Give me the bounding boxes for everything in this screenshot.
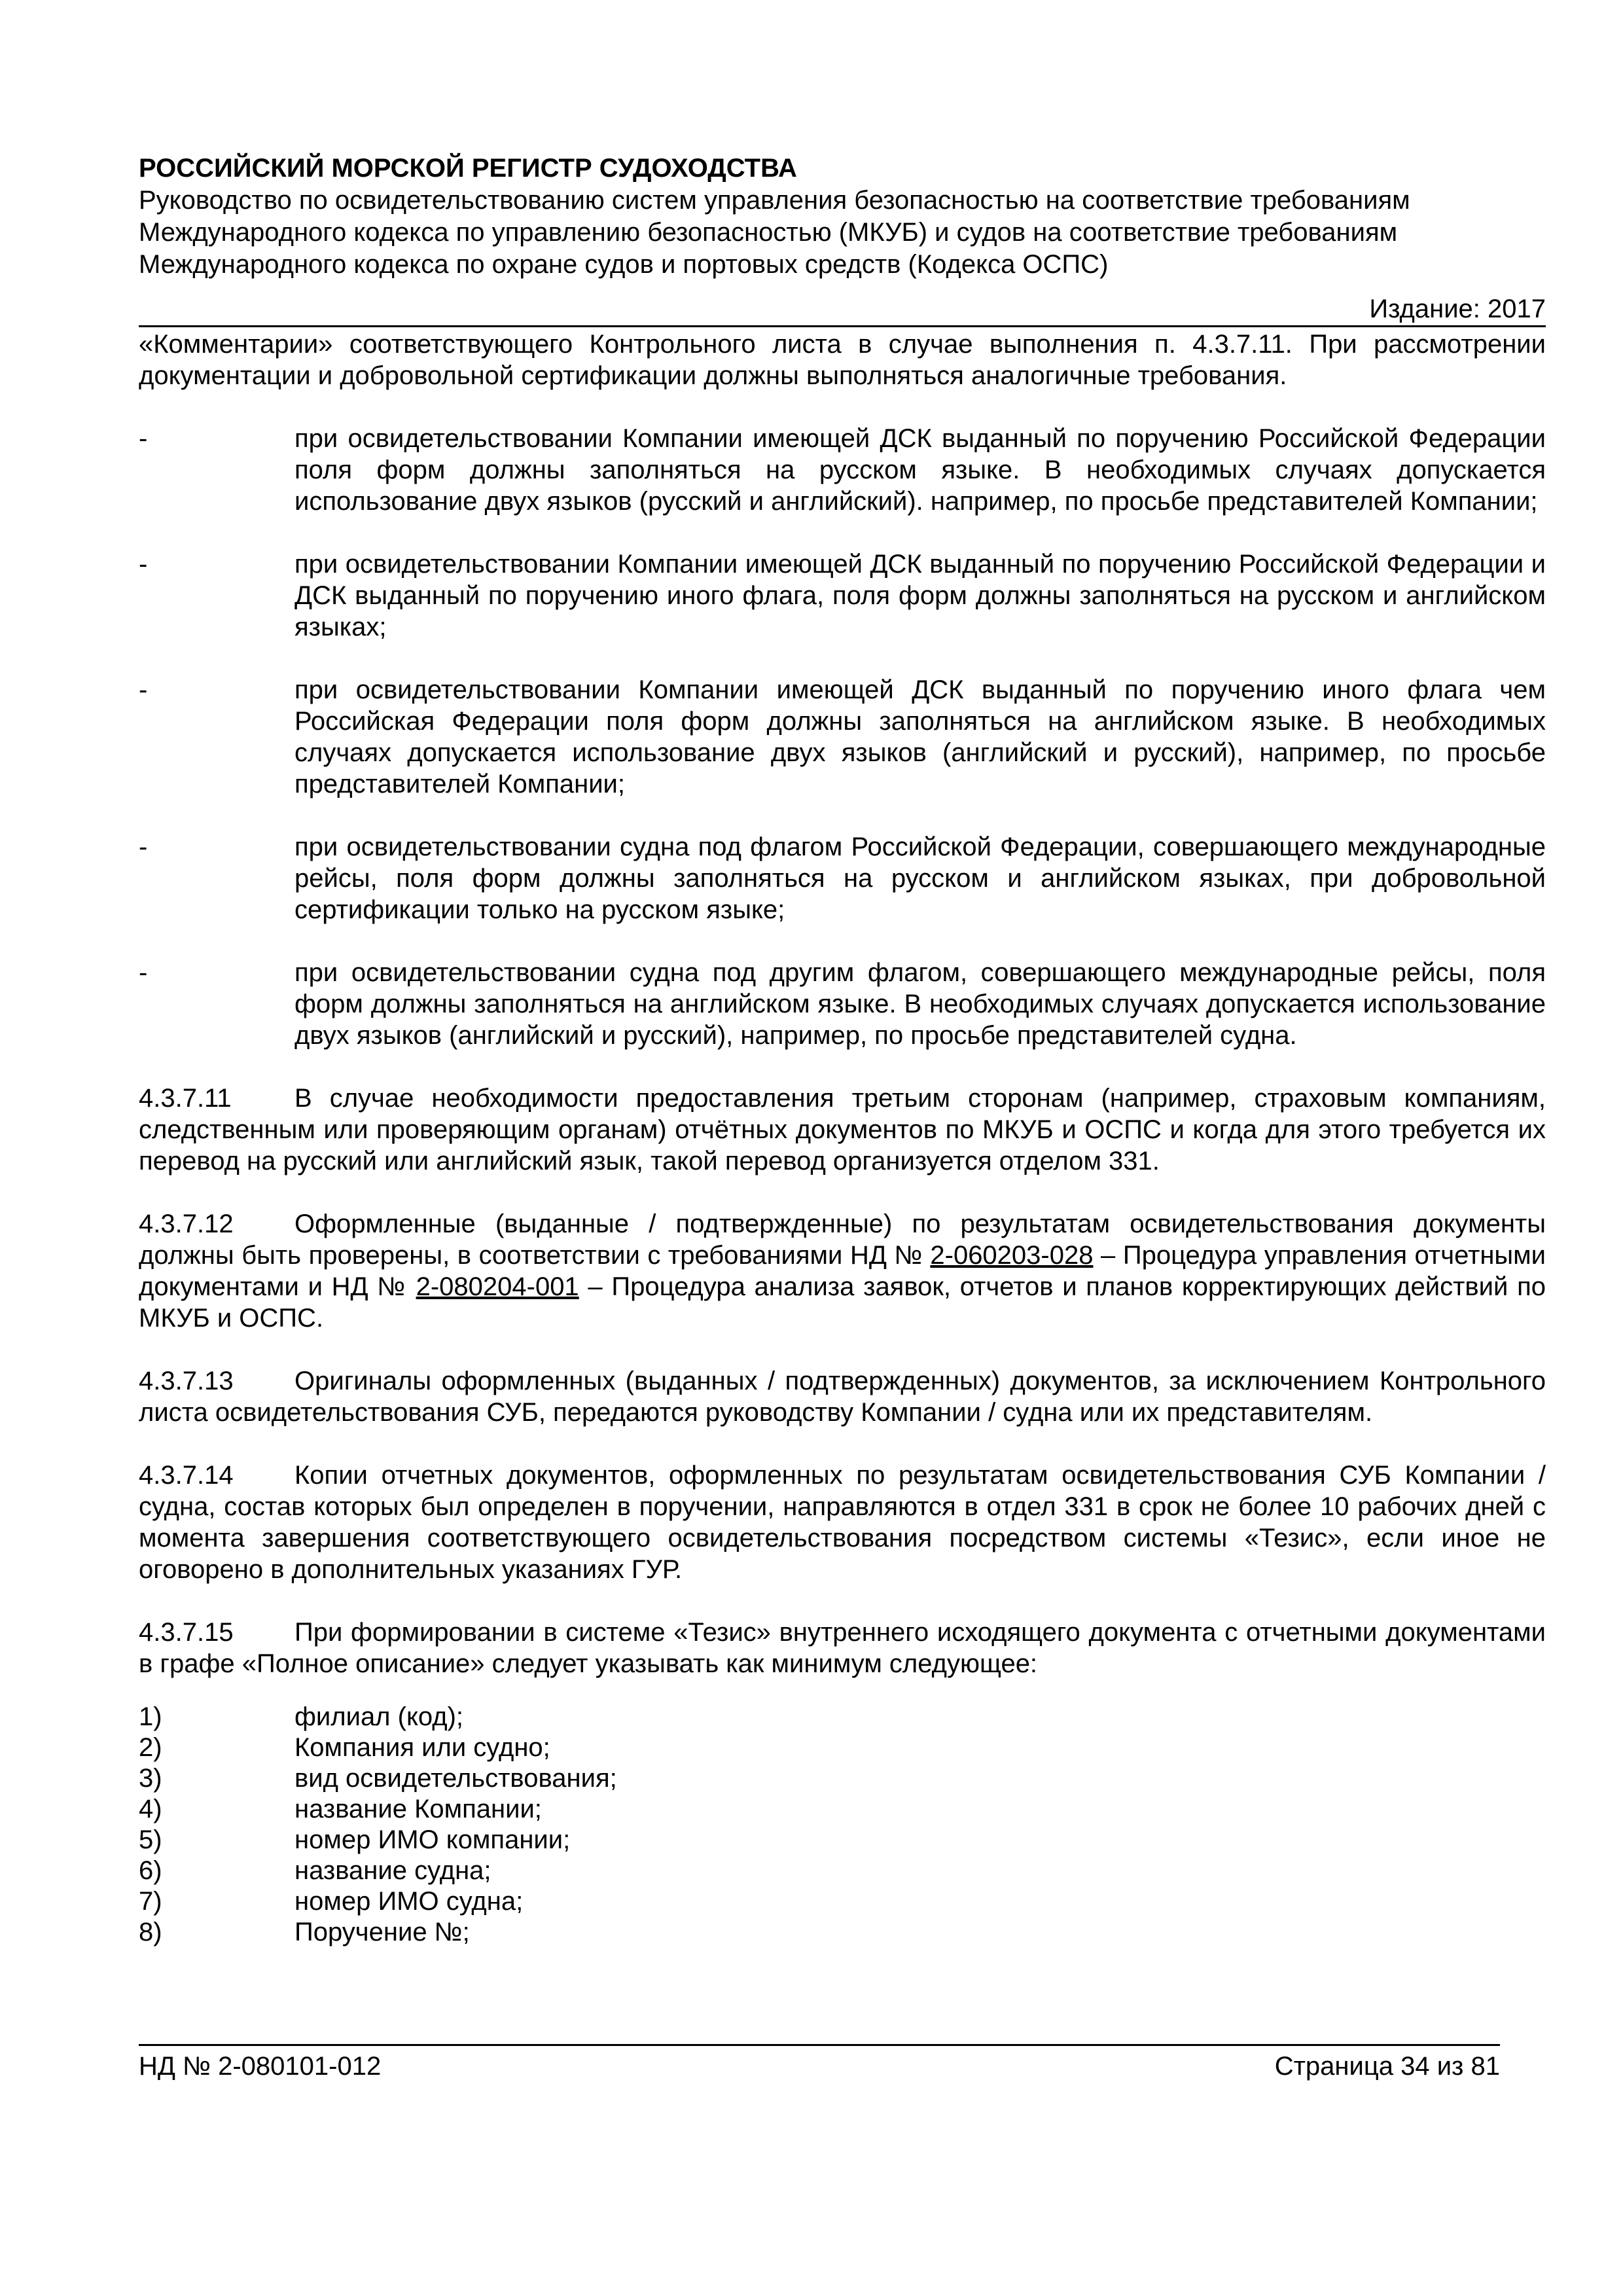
page-number: Страница 34 из 81 <box>1274 2052 1500 2081</box>
bullet-item <box>139 957 1546 1051</box>
intro-paragraph: «Комментарии» соответствующего Контрольного листа в случае выполнения п. 4.3.7.11. При рассмотрении документации и добровольной сертификации должны выполняться аналогичные требования. <box>139 330 1546 390</box>
list-item <box>139 1794 1546 1825</box>
bullet-mark: - <box>139 675 148 704</box>
bullet-item <box>139 423 1546 517</box>
document-title-line: Руководство по освидетельствованию систем управления безопасностью на соответствие требованиям <box>139 186 1410 215</box>
list-item <box>139 1825 1546 1856</box>
document-page <box>139 152 1546 1948</box>
list-item <box>139 1763 1546 1794</box>
list-number: 8) <box>139 1918 162 1946</box>
section-text: Копии отчетных документов, оформленных по результатам освидетельствования СУБ Компании / судна, состав которых был определен в поручении, направляются в отдел 331 в срок не более 10 рабочих дней с момента завершения соответствующего освидетельствования посредством системы «Тезис», если иное не оговорено в дополнительных указаниях ГУР. <box>139 1461 1546 1584</box>
bullet-item <box>139 674 1546 800</box>
list-text: название Компании; <box>294 1795 542 1823</box>
bullet-item <box>139 548 1546 643</box>
bullet-text: при освидетельствовании Компании имеющей ДСК выданный по поручению иного флага чем Российская Федерации поля форм должны заполняться на английском языке. В необходимых случаях допускается использование двух языков (английский и русский), например, по просьбе представителей Компании; <box>294 675 1546 798</box>
document-link[interactable]: 2-060203-028 <box>930 1241 1094 1270</box>
list-text: филиал (код); <box>294 1702 464 1731</box>
bullet-text: при освидетельствовании Компании имеющей ДСК выданный по поручению Российской Федерации и ДСК выданный по поручению иного флага, поля форм должны заполняться на русском и английском языках; <box>294 550 1546 641</box>
list-text: номер ИМО компании; <box>294 1825 571 1854</box>
list-number: 4) <box>139 1795 162 1823</box>
list-number: 1) <box>139 1702 162 1731</box>
section-text: При формировании в системе «Тезис» внутреннего исходящего документа с отчетными документами в графе «Полное описание» следует указывать как минимум следующее: <box>139 1618 1546 1678</box>
bullet-mark: - <box>139 958 148 987</box>
section-text: Оформленные (выданные / подтвержденные) по результатам освидетельствования документы должны быть проверены, в соответствии с требованиями НД № <box>139 1210 1546 1270</box>
section-number: 4.3.7.13 <box>139 1367 234 1395</box>
document-footer <box>139 2044 1500 2083</box>
section-text: – Процедура управления отчетными документами и НД № <box>139 1241 1546 1301</box>
section-number: 4.3.7.14 <box>139 1461 234 1490</box>
list-number: 3) <box>139 1764 162 1793</box>
list-number: 6) <box>139 1856 162 1885</box>
bullet-mark: - <box>139 424 148 453</box>
list-item <box>139 1702 1546 1732</box>
document-body <box>139 329 1546 1948</box>
bullet-item <box>139 831 1546 925</box>
footer-doc-number: НД № 2-080101-012 <box>139 2052 382 2081</box>
edition-label: Издание: 2017 <box>1369 295 1546 323</box>
bullet-mark: - <box>139 833 148 861</box>
list-item <box>139 1856 1546 1886</box>
list-text: название судна; <box>294 1856 491 1885</box>
section-text: – Процедура анализа заявок, отчетов и планов корректирующих действий по МКУБ и ОСПС. <box>139 1272 1546 1333</box>
document-title-line: Международного кодекса по охране судов и портовых средств (Кодекса ОСПС) <box>139 250 1109 279</box>
list-item <box>139 1732 1546 1763</box>
list-text: вид освидетельствования; <box>294 1764 617 1793</box>
document-link[interactable]: 2-080204-001 <box>416 1272 579 1301</box>
list-number: 7) <box>139 1887 162 1916</box>
list-number: 2) <box>139 1733 162 1762</box>
document-header <box>139 152 1546 327</box>
document-title-line: Международного кодекса по управлению безопасностью (МКУБ) и судов на соответствие требованиям <box>139 218 1398 247</box>
section-4-3-7-11 <box>139 1083 1546 1177</box>
list-text: Компания или судно; <box>294 1733 550 1762</box>
section-4-3-7-14 <box>139 1460 1546 1585</box>
bullet-text: при освидетельствовании Компании имеющей ДСК выданный по поручению Российской Федерации поля форм должны заполняться на русском языке. В необходимых случаях допускается использование двух языков (русский и английский). например, по просьбе представителей Компании; <box>294 424 1546 516</box>
bullet-text: при освидетельствовании судна под флагом Российской Федерации, совершающего международные рейсы, поля форм должны заполняться на русском и английском языках, при добровольной сертификации только на русском языке; <box>294 833 1546 924</box>
section-4-3-7-12 <box>139 1208 1546 1334</box>
section-number: 4.3.7.11 <box>139 1084 232 1113</box>
list-item <box>139 1917 1546 1948</box>
footer-divider <box>139 2044 1500 2046</box>
header-divider <box>139 325 1546 327</box>
section-number: 4.3.7.12 <box>139 1210 234 1238</box>
list-text: номер ИМО судна; <box>294 1887 524 1916</box>
list-number: 5) <box>139 1825 162 1854</box>
section-text: В случае необходимости предоставления третьим сторонам (например, страховым компаниям, следственным или проверяющим органам) отчётных документов по МКУБ и ОСПС и когда для этого требуется их перевод на русский или английский язык, такой перевод организуется отделом 331. <box>139 1084 1546 1175</box>
section-4-3-7-15 <box>139 1617 1546 1679</box>
numbered-list <box>139 1702 1546 1948</box>
section-number: 4.3.7.15 <box>139 1618 234 1647</box>
section-text: Оригиналы оформленных (выданных / подтвержденных) документов, за исключением Контрольного листа освидетельствования СУБ, передаются руководству Компании / судна или их представителям. <box>139 1367 1546 1427</box>
organization-name: РОССИЙСКИЙ МОРСКОЙ РЕГИСТР СУДОХОДСТВА <box>139 154 797 183</box>
bullet-mark: - <box>139 550 148 579</box>
bullet-text: при освидетельствовании судна под другим флагом, совершающего международные рейсы, поля форм должны заполняться на английском языке. В необходимых случаях допускается использование двух языков (английский и русский), например, по просьбе представителей судна. <box>294 958 1546 1050</box>
list-item <box>139 1886 1546 1917</box>
list-text: Поручение №; <box>294 1918 470 1946</box>
section-4-3-7-13 <box>139 1365 1546 1428</box>
